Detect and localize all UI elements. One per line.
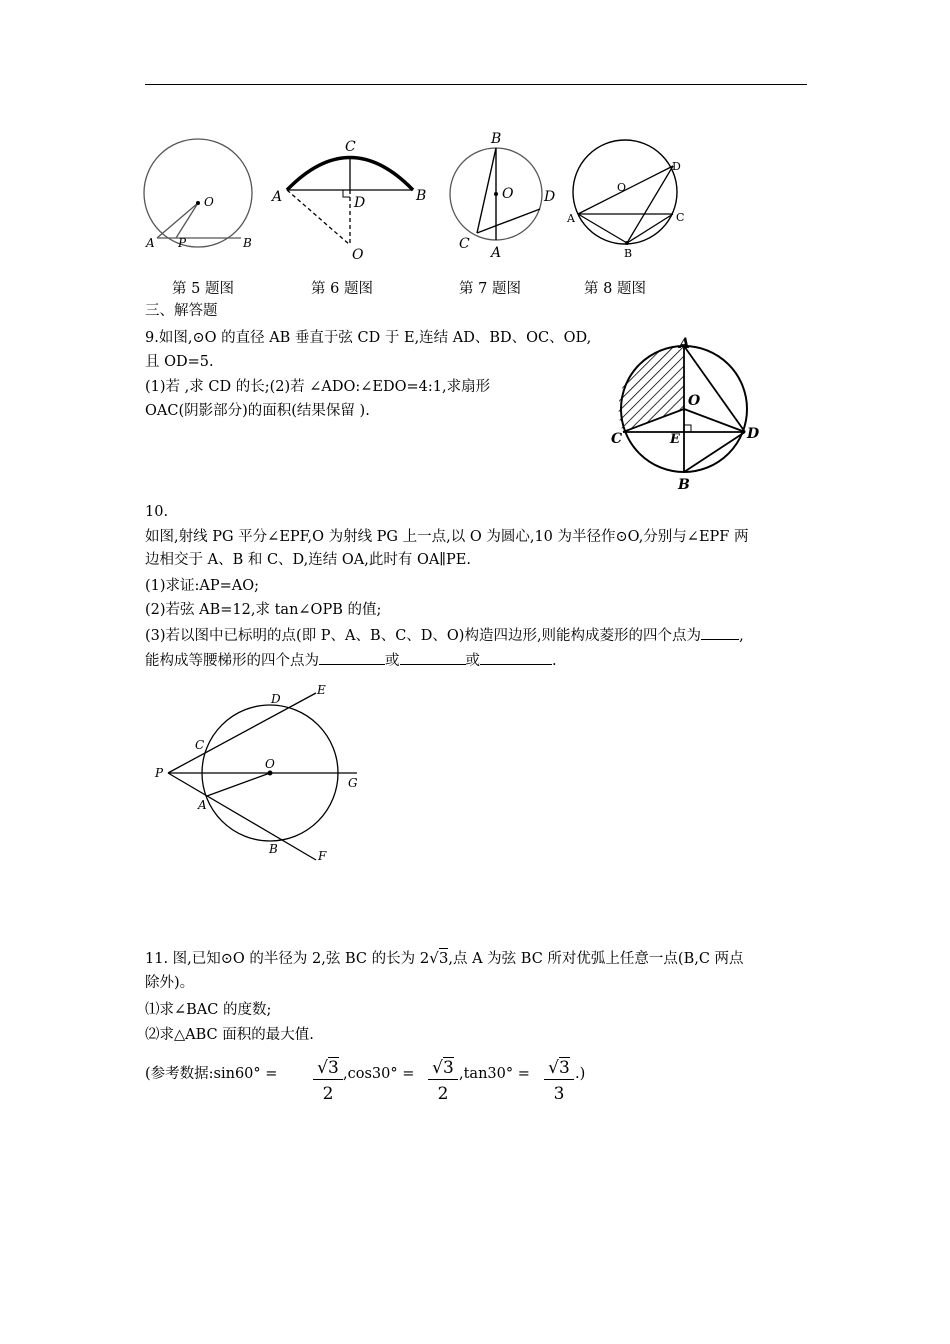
- q9-label-b: B: [678, 477, 690, 493]
- q10-or-1: 或: [385, 653, 400, 669]
- ref-cos30-denominator: 2: [437, 1084, 449, 1104]
- fig5-label-b: B: [243, 236, 252, 250]
- fig6-label-o: O: [352, 247, 364, 263]
- q11-length-expr: [420, 948, 449, 967]
- fig7-caption: 第 7 题图: [459, 281, 521, 297]
- section-title: 三、解答题: [145, 303, 218, 319]
- sqrt-sign-icon: √: [317, 1058, 328, 1078]
- q9-line3: (1)若 ,求 CD 的长;(2)若 ∠ADO:∠EDO=4:1,求扇形: [145, 379, 491, 395]
- fig6-label-b: B: [416, 188, 427, 204]
- q10-label-c: C: [195, 738, 205, 752]
- q10-or-2: 或: [465, 653, 480, 669]
- q11-ref-suffix: .): [575, 1066, 586, 1082]
- fig7-label-o: O: [502, 186, 514, 202]
- fig7-label-b: B: [491, 131, 502, 147]
- fig5-label-p: P: [178, 236, 187, 250]
- fig8-label-o: O: [617, 181, 627, 194]
- q11-ref-comma-1: ,cos30° =: [343, 1066, 415, 1082]
- sqrt-sign-icon: √: [432, 1058, 443, 1078]
- fig7-label-c: C: [459, 236, 470, 252]
- fig7-label-a: A: [491, 245, 502, 261]
- q9-label-e: E: [670, 432, 680, 447]
- fig8-label-c: C: [676, 211, 685, 224]
- ref-frac-cos30: [428, 1058, 458, 1104]
- q9-label-c: C: [611, 431, 623, 447]
- q10-number: 10.: [145, 504, 169, 520]
- q10-line5-end: ,: [739, 628, 744, 644]
- q10-label-o: O: [265, 757, 275, 771]
- q10-label-e: E: [317, 683, 326, 697]
- q11-line1-text-a: 11. 图,已知⊙O 的半径为 2,弦 BC 的长为: [145, 951, 416, 967]
- q9-label-a: A: [679, 336, 690, 352]
- sqrt-sign-icon: √: [429, 949, 439, 967]
- fig8-label-a: A: [567, 212, 575, 225]
- sqrt-sign-icon: √: [548, 1058, 559, 1078]
- fig8-label-b: B: [624, 247, 633, 260]
- q10-label-d: D: [271, 692, 281, 706]
- q10-label-a: A: [198, 798, 207, 812]
- fig6-label-a: A: [272, 189, 283, 205]
- q10-label-f: F: [318, 849, 327, 863]
- q11-ref-prefix: (参考数据:sin60° =: [145, 1066, 278, 1082]
- q10-line6-end: .: [552, 653, 557, 669]
- q11-line1-text-b: ,点 A 为弦 BC 所对优弧上任意一点(B,C 两点: [448, 951, 744, 967]
- q11-length-radicand: 3: [438, 949, 449, 967]
- fig8-label-d: D: [672, 160, 681, 173]
- q10-line4: (2)若弦 AB=12,求 tan∠OPB 的值;: [145, 602, 382, 618]
- q9-line4: OAC(阴影部分)的面积(结果保留 ).: [145, 403, 370, 419]
- q11-line3: ⑴求∠BAC 的度数;: [145, 1002, 272, 1018]
- fig6-label-c: C: [345, 139, 356, 155]
- q11-line4: ⑵求△ABC 面积的最大值.: [145, 1027, 314, 1043]
- q10-label-p: P: [155, 766, 164, 780]
- q10-line5-text: (3)若以图中已标明的点(即 P、A、B、C、D、O)构造四边形,则能构成菱形的四个点为: [145, 628, 702, 644]
- ref-sin60-radicand: 3: [328, 1058, 339, 1078]
- q11-ref-comma-2: ,tan30° =: [459, 1066, 530, 1082]
- q10-line3: (1)求证:AP=AO;: [145, 578, 260, 594]
- fig5-caption: 第 5 题图: [172, 281, 234, 297]
- q11-length-coef: 2: [419, 949, 430, 967]
- ref-tan30-denominator: 3: [553, 1084, 565, 1104]
- ref-sin60-denominator: 2: [322, 1084, 334, 1104]
- q10-line6-text: 能构成等腰梯形的四个点为: [145, 653, 319, 669]
- fig6-caption: 第 6 题图: [311, 281, 373, 297]
- q10-label-g: G: [348, 776, 358, 790]
- fig5-label-o: O: [204, 195, 214, 209]
- q11-line2: 除外)。: [145, 975, 195, 991]
- ref-frac-sin60: [313, 1058, 343, 1104]
- ref-tan30-radicand: 3: [559, 1058, 570, 1078]
- fig5-label-a: A: [146, 236, 155, 250]
- q9-label-d: D: [747, 426, 760, 442]
- q10-line1: 如图,射线 PG 平分∠EPF,O 为射线 PG 上一点,以 O 为圆心,10 为半径作⊙O,分别与∠EPF 两: [145, 529, 749, 545]
- fig7-label-d: D: [544, 189, 556, 205]
- ref-cos30-radicand: 3: [443, 1058, 454, 1078]
- q9-line2: 且 OD=5.: [145, 354, 214, 370]
- fig6-label-d: D: [354, 195, 366, 211]
- q10-line2: 边相交于 A、B 和 C、D,连结 OA,此时有 OA∥PE.: [145, 552, 471, 568]
- ref-frac-tan30: [544, 1058, 574, 1104]
- q11-line1: [145, 948, 744, 969]
- q9-line1: 9.如图,⊙O 的直径 AB 垂直于弦 CD 于 E,连结 AD、BD、OC、OD,: [145, 330, 592, 346]
- fig8-caption: 第 8 题图: [584, 281, 646, 297]
- q9-label-o: O: [688, 393, 701, 409]
- q10-label-b: B: [269, 842, 278, 856]
